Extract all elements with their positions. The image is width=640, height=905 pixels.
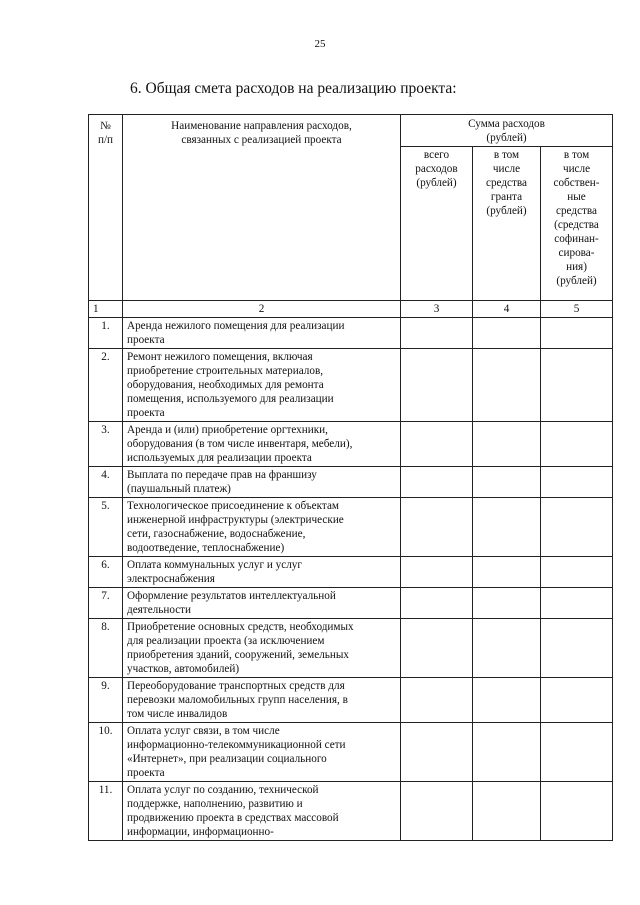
row-number: 2. bbox=[89, 349, 123, 422]
row-own-cell[interactable] bbox=[541, 422, 613, 467]
row-expense-name: Ремонт нежилого помещения, включая приобретение строительных материалов, оборудования, необходимых для ремонта помещения, используемого для реализации проекта bbox=[123, 349, 401, 422]
row-expense-name: Приобретение основных средств, необходимых для реализации проекта (за исключением приобретения зданий, сооружений, земельных участков, автомобилей) bbox=[123, 619, 401, 678]
row-expense-name: Оформление результатов интеллектуальной деятельности bbox=[123, 588, 401, 619]
row-total-cell[interactable] bbox=[401, 498, 473, 557]
header-num: № п/п bbox=[89, 115, 123, 301]
table-row bbox=[89, 723, 613, 782]
row-number: 6. bbox=[89, 557, 123, 588]
row-total-cell[interactable] bbox=[401, 557, 473, 588]
index-cell: 3 bbox=[401, 301, 473, 318]
row-total-cell[interactable] bbox=[401, 318, 473, 349]
row-number: 7. bbox=[89, 588, 123, 619]
row-grant-cell[interactable] bbox=[473, 498, 541, 557]
table-row bbox=[89, 422, 613, 467]
header-row bbox=[89, 115, 613, 147]
row-expense-name: Оплата услуг по созданию, технической поддержке, наполнению, развитию и продвижению проекта в средствах массовой информации, информационно- bbox=[123, 782, 401, 841]
row-number: 3. bbox=[89, 422, 123, 467]
row-number: 8. bbox=[89, 619, 123, 678]
row-expense-name: Выплата по передаче прав на франшизу (паушальный платеж) bbox=[123, 467, 401, 498]
table-row bbox=[89, 619, 613, 678]
row-grant-cell[interactable] bbox=[473, 678, 541, 723]
row-total-cell[interactable] bbox=[401, 588, 473, 619]
row-grant-cell[interactable] bbox=[473, 422, 541, 467]
row-own-cell[interactable] bbox=[541, 557, 613, 588]
row-own-cell[interactable] bbox=[541, 619, 613, 678]
row-grant-cell[interactable] bbox=[473, 557, 541, 588]
table-row bbox=[89, 588, 613, 619]
row-expense-name: Аренда нежилого помещения для реализации проекта bbox=[123, 318, 401, 349]
row-own-cell[interactable] bbox=[541, 467, 613, 498]
index-cell: 2 bbox=[123, 301, 401, 318]
index-cell: 1 bbox=[89, 301, 123, 318]
index-cell: 5 bbox=[541, 301, 613, 318]
row-expense-name: Аренда и (или) приобретение оргтехники, оборудования (в том числе инвентаря, мебели), используемых для реализации проекта bbox=[123, 422, 401, 467]
table-row bbox=[89, 557, 613, 588]
row-expense-name: Технологическое присоединение к объектам инженерной инфраструктуры (электрические сети, газоснабжение, водоснабжение, водоотведение, теплоснабжение) bbox=[123, 498, 401, 557]
row-number: 4. bbox=[89, 467, 123, 498]
row-number: 5. bbox=[89, 498, 123, 557]
table-row bbox=[89, 467, 613, 498]
header-total: всего расходов (рублей) bbox=[401, 147, 473, 301]
row-total-cell[interactable] bbox=[401, 723, 473, 782]
row-own-cell[interactable] bbox=[541, 782, 613, 841]
row-total-cell[interactable] bbox=[401, 467, 473, 498]
row-total-cell[interactable] bbox=[401, 782, 473, 841]
table-row bbox=[89, 318, 613, 349]
page-number: 25 bbox=[314, 38, 326, 50]
row-number: 9. bbox=[89, 678, 123, 723]
header-own: в том числе собствен- ные средства (средства софинан- сирова- ния) (рублей) bbox=[541, 147, 613, 301]
row-own-cell[interactable] bbox=[541, 318, 613, 349]
row-expense-name: Оплата услуг связи, в том числе информационно-телекоммуникационной сети «Интернет», при реализации социального проекта bbox=[123, 723, 401, 782]
table-row bbox=[89, 498, 613, 557]
table-row bbox=[89, 678, 613, 723]
row-number: 11. bbox=[89, 782, 123, 841]
row-number: 10. bbox=[89, 723, 123, 782]
header-sum-group: Сумма расходов (рублей) bbox=[401, 115, 613, 147]
row-total-cell[interactable] bbox=[401, 349, 473, 422]
row-own-cell[interactable] bbox=[541, 588, 613, 619]
row-grant-cell[interactable] bbox=[473, 349, 541, 422]
row-own-cell[interactable] bbox=[541, 723, 613, 782]
index-row bbox=[89, 301, 613, 318]
header-name: Наименование направления расходов, связанных с реализацией проекта bbox=[123, 115, 401, 301]
row-total-cell[interactable] bbox=[401, 422, 473, 467]
row-grant-cell[interactable] bbox=[473, 588, 541, 619]
row-own-cell[interactable] bbox=[541, 498, 613, 557]
table-row bbox=[89, 349, 613, 422]
row-grant-cell[interactable] bbox=[473, 467, 541, 498]
row-number: 1. bbox=[89, 318, 123, 349]
table-row bbox=[89, 782, 613, 841]
row-total-cell[interactable] bbox=[401, 678, 473, 723]
row-own-cell[interactable] bbox=[541, 349, 613, 422]
section-title: 6. Общая смета расходов на реализацию проекта: bbox=[130, 80, 457, 97]
index-cell: 4 bbox=[473, 301, 541, 318]
budget-table bbox=[88, 114, 613, 841]
row-total-cell[interactable] bbox=[401, 619, 473, 678]
row-own-cell[interactable] bbox=[541, 678, 613, 723]
row-grant-cell[interactable] bbox=[473, 619, 541, 678]
row-expense-name: Переоборудование транспортных средств для перевозки маломобильных групп населения, в том числе инвалидов bbox=[123, 678, 401, 723]
row-grant-cell[interactable] bbox=[473, 318, 541, 349]
row-expense-name: Оплата коммунальных услуг и услуг электроснабжения bbox=[123, 557, 401, 588]
row-grant-cell[interactable] bbox=[473, 723, 541, 782]
header-grant: в том числе средства гранта (рублей) bbox=[473, 147, 541, 301]
row-grant-cell[interactable] bbox=[473, 782, 541, 841]
